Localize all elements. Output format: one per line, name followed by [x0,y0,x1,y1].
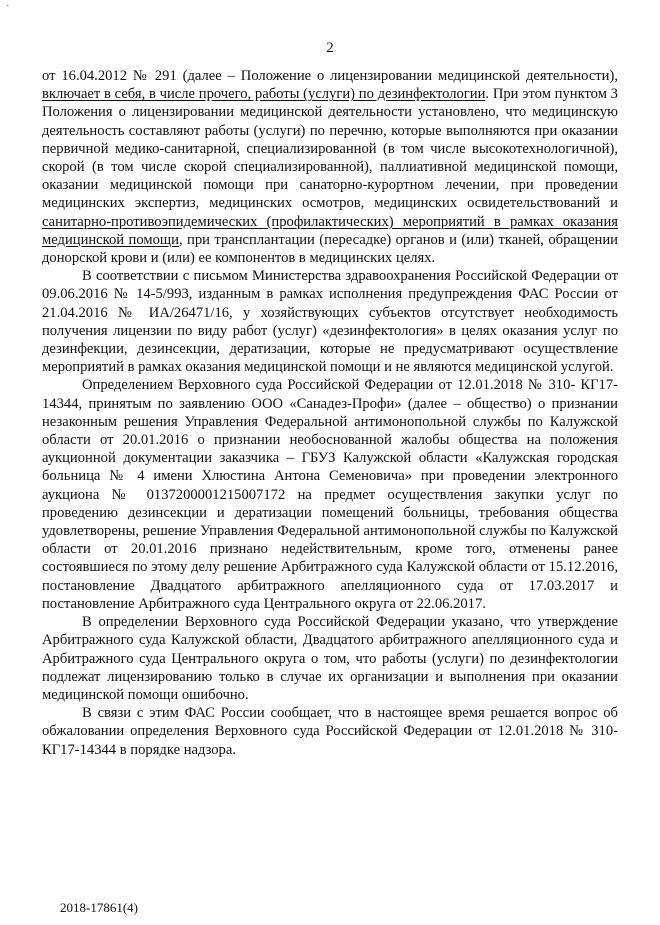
paragraph-1-part-1: от 16.04.2012 № 291 (далее – Положение о лицензировании медицинской деятельности), [42,68,618,84]
corner-mark: · [6,0,10,12]
paragraph-5: В связи с этим ФАС России сообщает, что в настоящее время решается вопрос об обжаловании определения Верховного суда Российской Федерации от 12.01.2018 № 310- КГ17-14344 в порядке надзора. [42,705,618,758]
paragraph-1-part-3: . При этом пунктом 3 Положения о лицензировании медицинской деятельности установлено, что медицинскую деятельность составляют работы (услуги) по перечню, которые выполняются при оказании первичной медико-санитарной, специализированной (в том числе высокотехнологичной), скорой (в том числе скорой специализированной), паллиативной медицинской помощи, оказании медицинской помощи при санаторно-курортном лечении, при проведении медицинских экспертиз, медицинских осмотров, медицинских освидетельствований и [42,86,618,212]
underlined-phrase-sanitary-measures: санитарно-противоэпидемических (профилактических) мероприятий в рамках оказания медицинской помощи [42,213,618,248]
page-number: 2 [326,40,334,56]
paragraph-3: Определением Верховного суда Российской Федерации от 12.01.2018 № 310- КГ17-14344, принятым по заявлению ООО «Санадез-Профи» (далее – общество) о признании незаконным решения Управления Федеральной антимонопольной службы по Калужской области от 20.01.2016 о признании необоснованной жалобы общества на положения аукционной документации заказчика – ГБУЗ Калужской области «Калужская городская больница № 4 имени Хлюстина Антона Семеновича» при проведении электронного аукциона № 0137200001215007172 на предмет осуществления закупки услуг по проведению дезинсекции и дератизации помещений больницы, требования общества удовлетворены, решение Управления Федеральной антимонопольной службы по Калужской области от 20.01.2016 признано недействительным, кроме того, отменены ранее состоявшиеся по этому делу решение Арбитражного суда Калужской области от 15.12.2016, постановление Двадцатого арбитражного апелляционного суда от 17.03.2017 и постановление Арбитражного суда Центрального округа от 22.06.2017. [42,377,618,612]
paragraph-4: В определении Верховного суда Российской Федерации указано, что утверждение Арбитражного суда Калужской области, Двадцатого арбитражного апелляционного суда и Арбитражного суда Центрального округа о том, что работы (услуги) по дезинфектологии подлежат лицензированию только в случае их организации и выполнения при оказании медицинской помощи ошибочно. [42,614,618,703]
paragraph-1 [42,67,618,267]
paragraph-1-part-5: , при трансплантации (пересадке) органов и (или) тканей, обращении донорской крови и (или) ее компонентов в медицинских целях. [42,231,618,267]
document-body [42,67,618,759]
underlined-phrase-disinfectology: включает в себя, в числе прочего, работы (услуги) по дезинфектологии [42,86,486,103]
document-number: 2018-17861(4) [60,900,138,915]
paragraph-2: В соответствии с письмом Министерства здравоохранения Российской Федерации от 09.06.2016 № 14-5/993, изданным в рамках исполнения предупреждения ФАС России от 21.04.2016 № ИА/26471/16, у хозяйствующих субъектов отсутствует необходимость получения лицензии по виду работ (услуг) «дезинфектология» в целях оказания услуг по дезинфекции, дезинсекции, дератизации, которые не предусматривают осуществление мероприятий в рамках оказания медицинской помощи и не являются медицинской услугой. [42,268,618,376]
